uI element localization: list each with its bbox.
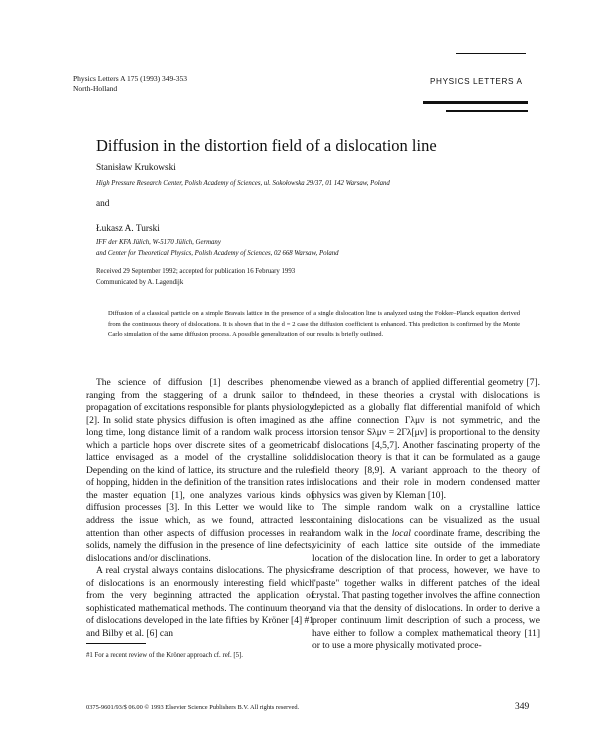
journal-name: PHYSICS LETTERS A xyxy=(430,77,523,86)
footnote-rule xyxy=(86,643,146,644)
affiliation-1: High Pressure Research Center, Polish Academy of Sciences, ul. Sokołowska 29/37, 01 142 Warsaw, Poland xyxy=(96,180,390,187)
dates-block xyxy=(96,266,295,288)
header-rule-thick xyxy=(423,101,528,104)
page-number: 349 xyxy=(515,702,530,712)
body-paragraph: The science of diffusion [1] describes phenomena ranging from the staggering of a drunk sailor to the propagation of excitations responsible for plants physiology [2]. In solid state physics diffusion is often imagined as a long time, long distance limit of a random walk process in which a particle hops over discrete sites of a geometrical lattice envisaged as a model of the crystalline solid. Depending on the kind of lattice, its structure and the rules of hopping, hidden in the definition of the transition rates in the master equation [1], one analyzes various kinds of diffusion processes [3]. In this Letter we would like to address the issue which, as we found, attracted less attention than other aspects of diffusion processes in real solids, namely the diffusion in the presence of line defects, dislocations and/or disclinations. xyxy=(86,378,314,564)
header-rule-bottom xyxy=(446,110,528,112)
author-2: Łukasz A. Turski xyxy=(96,224,160,234)
body-text: coordinate frame, describing the vicinity of each lattice site outside of the immediate location of the dislocation line. In order to get a laboratory frame description of that process, however, we have to "paste" together walks in different patches of the ideal crystal. That pasting together involves the affine connection and via that the density of dislocations. In order to derive a proper continuum limit description of such a process, we have either to follow a complex mathematical theory [11] or to use a more physically motivated proce- xyxy=(312,528,540,652)
author-1: Stanisław Krukowski xyxy=(96,163,176,173)
journal-citation: Physics Letters A 175 (1993) 349-353 xyxy=(73,74,187,83)
affiliation-2b: and Center for Theoretical Physics, Polish Academy of Sciences, 02 668 Warsaw, Poland xyxy=(96,250,339,257)
header-rule-top xyxy=(456,53,526,54)
body-text: The simple random walk on a crystalline lattice containing dislocations can be visualized as the usual random walk in the xyxy=(312,503,540,539)
body-paragraph: A real crystal always contains dislocations. The physics of dislocations is an enormously interesting field which from the very beginning attracted the application of sophisticated mathematical methods. The continuum theory of dislocations developed in the late fifties by Kröner [4] #1 and Bilby et al. [6] can xyxy=(86,566,314,639)
emphasis-text: local xyxy=(391,528,411,539)
journal-info xyxy=(73,74,187,94)
body-paragraph xyxy=(312,502,540,653)
article-title: Diffusion in the distortion field of a dislocation line xyxy=(96,136,437,155)
received-date: Received 29 September 1992; accepted for publication 16 February 1993 xyxy=(96,268,296,275)
affiliation-2a: IFF der KFA Jülich, W-5170 Jülich, Germany xyxy=(96,239,221,246)
body-column-right xyxy=(312,377,540,653)
body-paragraph: be viewed as a branch of applied differential geometry [7]. Indeed, in these theories a crystal with dislocations is depicted as a globally flat differential manifold of which the affine connection Γλμν is not symmetric, and the torsion tensor Sλμν = 2Γλ[μν] is proportional to the density of dislocations [4,5,7]. Another fascinating property of the dislocation theory is that it can be formulated as a gauge field theory [8,9]. A variant approach to the theory of dislocations and their role in modern condensed matter physics was given by Kleman [10]. xyxy=(312,378,540,501)
footnote: #1 For a recent review of the Kröner approach cf. ref. [5]. xyxy=(86,652,244,659)
and-connector: and xyxy=(96,199,110,209)
affiliation-2 xyxy=(96,237,339,259)
copyright-line: 0375-9601/93/$ 06.00 © 1993 Elsevier Science Publishers B.V. All rights reserved. xyxy=(86,704,300,711)
communicated-by: Communicated by A. Lagendijk xyxy=(96,279,184,286)
publisher-location: North-Holland xyxy=(73,84,118,93)
abstract: Diffusion of a classical particle on a simple Bravais lattice in the presence of a single dislocation line is analyzed using the Fokker–Planck equation derived from the continuous theory of dislocations. It is shown that in the d = 2 case the diffusion coefficient is enhanced. This prediction is confirmed by the Monte Carlo simulation of the same diffusion process. A possible generalization of our results is briefly outlined. xyxy=(108,310,520,339)
body-column-left xyxy=(86,377,314,640)
